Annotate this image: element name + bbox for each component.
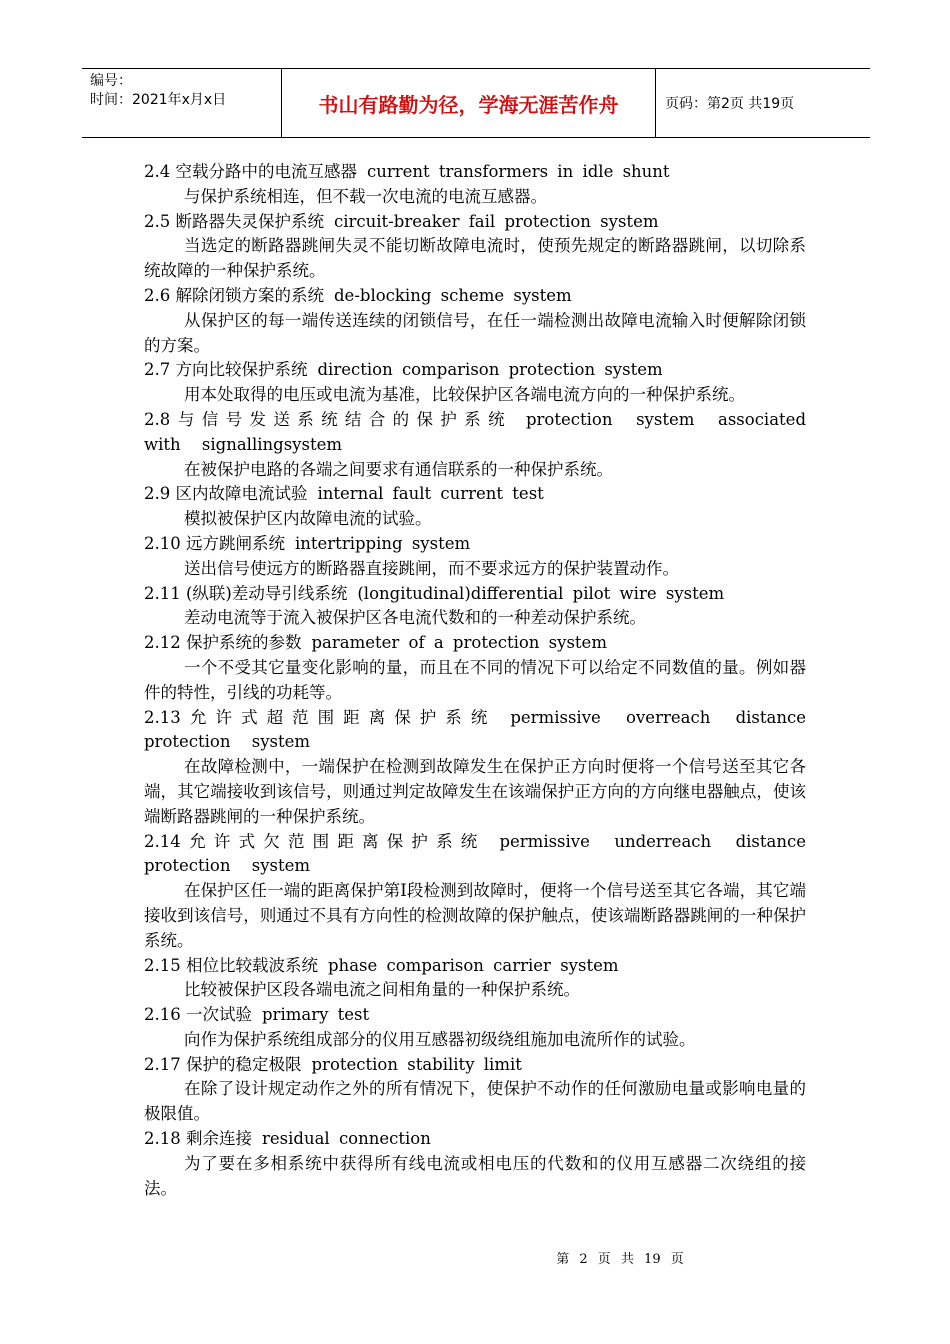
entry-term-en: protection stability limit bbox=[311, 1054, 522, 1074]
entry-term-zh: 远方跳闸系统 bbox=[186, 533, 285, 553]
entry-2-11 bbox=[144, 582, 806, 632]
entry-term-zh: 保护系统的参数 bbox=[186, 633, 302, 653]
entry-description: 从保护区的每一端传送连续的闭锁信号，在任一端检测出故障电流输入时便解除闭锁的方案。 bbox=[144, 310, 806, 355]
entry-2-10 bbox=[144, 532, 806, 582]
entry-heading bbox=[144, 1003, 806, 1028]
entry-description: 在故障检测中，一端保护在检测到故障发生在保护正方向时便将一个信号送至其它各端，其它端接收到该信号，则通过判定故障发生在该端保护正方向的方向继电器触点，使该端断路器跳闸的一种保护系统。 bbox=[144, 757, 806, 826]
header-motto: 书山有路勤为径，学海无涯苦作舟 bbox=[282, 69, 656, 137]
entry-term-en: primary test bbox=[262, 1005, 370, 1025]
entry-term-en: phase comparison carrier system bbox=[328, 955, 619, 975]
entry-description: 送出信号使远方的断路器直接跳闸，而不要求远方的保护装置动作。 bbox=[184, 558, 679, 578]
entry-2-7 bbox=[144, 358, 806, 408]
entry-term-en: internal fault current test bbox=[317, 484, 544, 504]
entry-number: 2.10 bbox=[144, 533, 181, 553]
entry-number: 2.5 bbox=[144, 211, 171, 231]
entry-2-18 bbox=[144, 1127, 806, 1201]
entry-term-zh: 相位比较载波系统 bbox=[186, 955, 318, 975]
entry-2-13 bbox=[144, 706, 806, 830]
entry-heading bbox=[144, 482, 806, 507]
entry-description: 在保护区任一端的距离保护第Ⅰ段检测到故障时，便将一个信号送至其它各端，其它端接收到该信号，则通过不具有方向性的检测故障的保护触点，使该端断路器跳闸的一种保护系统。 bbox=[144, 881, 806, 950]
entry-term-en: direction comparison protection system bbox=[317, 360, 663, 380]
entry-heading bbox=[144, 284, 806, 309]
entry-2-15 bbox=[144, 954, 806, 1004]
entry-2-6 bbox=[144, 284, 806, 358]
entry-heading bbox=[144, 532, 806, 557]
entry-term-en: permissive overreach distance protection system bbox=[144, 707, 806, 752]
entry-term-zh: 一次试验 bbox=[186, 1005, 252, 1025]
entry-number: 2.11 bbox=[144, 583, 181, 603]
entry-description: 为了要在多相系统中获得所有线电流或相电压的代数和的仪用互感器二次绕组的接法。 bbox=[144, 1153, 806, 1198]
entry-heading bbox=[144, 830, 806, 880]
entry-description: 向作为保护系统组成部分的仪用互感器初级绕组施加电流所作的试验。 bbox=[184, 1029, 696, 1049]
entry-term-en: circuit-breaker fail protection system bbox=[334, 211, 659, 231]
entry-term-en: de-blocking scheme system bbox=[334, 285, 572, 305]
entry-term-zh: 断路器失灵保护系统 bbox=[175, 211, 324, 231]
entry-term-en: permissive underreach distance protection system bbox=[144, 831, 806, 876]
entry-term-zh: (纵联)差动导引线系统 bbox=[186, 583, 348, 603]
document-body bbox=[144, 160, 806, 1201]
entry-term-en: protection system associated with signallingsystem bbox=[144, 409, 807, 454]
entry-description: 在除了设计规定动作之外的所有情况下，使保护不动作的任何激励电量或影响电量的极限值。 bbox=[144, 1079, 806, 1124]
entry-term-zh: 空载分路中的电流互感器 bbox=[175, 162, 357, 181]
entry-number: 2.6 bbox=[144, 285, 171, 305]
entry-number: 2.13 bbox=[144, 707, 181, 727]
entry-heading bbox=[144, 358, 806, 383]
entry-number: 2.16 bbox=[144, 1005, 181, 1025]
entry-heading bbox=[144, 954, 806, 979]
entry-description: 用本处取得的电压或电流为基准，比较保护区各端电流方向的一种保护系统。 bbox=[184, 385, 745, 405]
entry-2-14 bbox=[144, 830, 806, 954]
entry-term-zh: 保护的稳定极限 bbox=[186, 1054, 302, 1074]
entry-term-zh: 剩余连接 bbox=[186, 1129, 252, 1149]
entry-term-en: intertripping system bbox=[295, 533, 471, 553]
header-meta bbox=[82, 69, 282, 137]
entry-2-12 bbox=[144, 631, 806, 705]
entry-2-9 bbox=[144, 482, 806, 532]
number-label: 编号： bbox=[90, 73, 132, 89]
entry-term-zh: 允许式欠范围距离保护系统 bbox=[189, 831, 486, 851]
entry-term-zh: 允许式超范围距离保护系统 bbox=[190, 707, 497, 727]
entry-description: 一个不受其它量变化影响的量，而且在不同的情况下可以给定不同数值的量。例如器件的特性，引线的功耗等。 bbox=[144, 657, 806, 702]
entry-number: 2.7 bbox=[144, 360, 171, 380]
entry-number: 2.4 bbox=[144, 162, 171, 181]
entry-heading bbox=[144, 1053, 806, 1078]
entry-heading bbox=[144, 582, 806, 607]
entry-description: 比较被保护区段各端电流之间相角量的一种保护系统。 bbox=[184, 980, 580, 1000]
entry-heading bbox=[144, 160, 806, 185]
header-page-label: 页码：第2页 共19页 bbox=[665, 96, 795, 112]
entry-term-zh: 解除闭锁方案的系统 bbox=[175, 285, 324, 305]
entry-description: 当选定的断路器跳闸失灵不能切断故障电流时，使预先规定的断路器跳闸，以切除系统故障的一种保护系统。 bbox=[144, 236, 806, 281]
entry-2-4 bbox=[144, 160, 806, 210]
entry-heading bbox=[144, 706, 806, 756]
entry-term-zh: 方向比较保护系统 bbox=[175, 360, 308, 380]
entry-number: 2.9 bbox=[144, 484, 171, 504]
entry-2-8 bbox=[144, 408, 806, 482]
entry-description: 与保护系统相连，但不载一次电流的电流互感器。 bbox=[184, 186, 547, 206]
entry-heading bbox=[144, 1127, 806, 1152]
entry-number: 2.18 bbox=[144, 1129, 181, 1149]
entry-term-en: (longitudinal)differential pilot wire system bbox=[357, 583, 725, 603]
entry-2-16 bbox=[144, 1003, 806, 1053]
entry-number: 2.14 bbox=[144, 831, 181, 851]
entry-description: 差动电流等于流入被保护区各电流代数和的一种差动保护系统。 bbox=[184, 608, 646, 628]
entry-heading bbox=[144, 210, 806, 235]
entry-2-5 bbox=[144, 210, 806, 284]
entry-term-en: residual connection bbox=[262, 1129, 431, 1149]
entry-number: 2.8 bbox=[144, 409, 171, 429]
entry-term-zh: 与信号发送系统结合的保护系统 bbox=[177, 409, 512, 429]
entry-heading bbox=[144, 408, 806, 458]
entry-number: 2.17 bbox=[144, 1054, 181, 1074]
entry-description: 模拟被保护区内故障电流的试验。 bbox=[184, 509, 432, 529]
entry-heading bbox=[144, 631, 806, 656]
entry-number: 2.12 bbox=[144, 633, 181, 653]
page-footer: 第 2 页 共 19 页 bbox=[556, 1252, 684, 1267]
entry-description: 在被保护电路的各端之间要求有通信联系的一种保护系统。 bbox=[184, 459, 613, 479]
entry-2-17 bbox=[144, 1053, 806, 1127]
date-label: 时间：2021年x月x日 bbox=[90, 92, 227, 108]
entry-term-en: parameter of a protection system bbox=[311, 633, 607, 653]
entry-term-zh: 区内故障电流试验 bbox=[175, 484, 308, 504]
entry-term-en: current transformers in idle shunt bbox=[367, 162, 670, 181]
entry-number: 2.15 bbox=[144, 955, 181, 975]
page-header bbox=[82, 68, 870, 138]
